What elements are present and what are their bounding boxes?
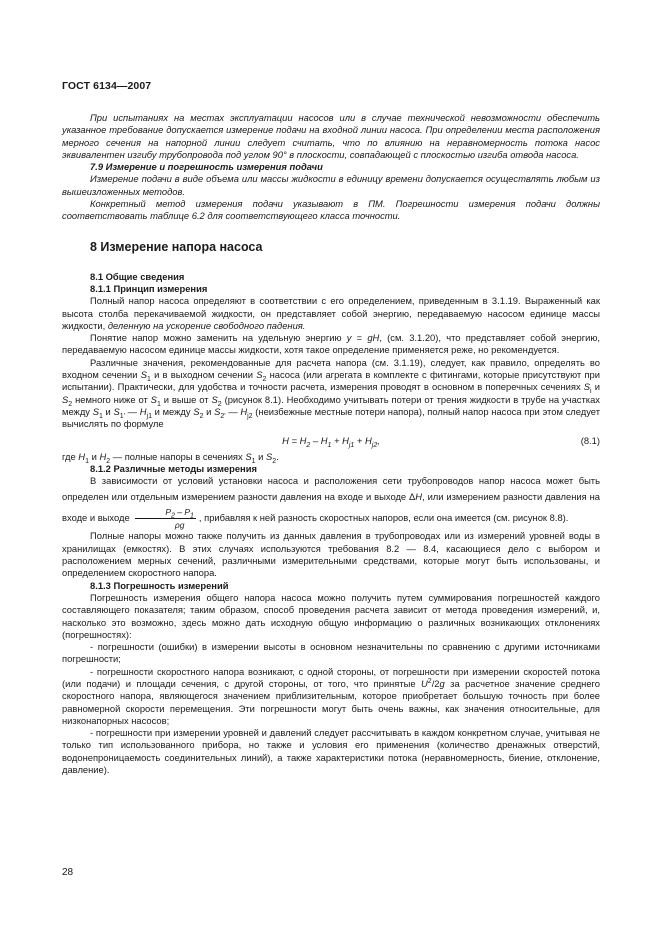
formula-number: (8.1) xyxy=(580,434,600,446)
heading-8-1-3: 8.1.3 Погрешность измерений xyxy=(90,579,229,591)
paragraph-method-accuracy: Конкретный метод измерения подачи указывают в ПМ. Погрешности измерения подачи должны соответствовать таблице 6.2 для соответствующего класса точности. xyxy=(62,198,600,222)
document-body xyxy=(62,112,600,776)
heading-8-1-1: 8.1.1 Принцип измерения xyxy=(90,282,208,294)
formula-8-1 xyxy=(62,431,600,451)
list-item-level-pressure-error: - погрешности при измерении уровней и давлений следует рассчитывать в каждом конкретном случае, учитывая не только тип использованного прибора, но также и условия его применения (количество дренажных отверстий, водонепроницаемость соединительных линий), а также характеристики потока (неравномерность, биение, отклонение, давление). xyxy=(62,727,600,776)
formula-expression: $H = H_2 - H_1 + H_{j1} + H_{j2}$, xyxy=(282,434,380,449)
paragraph-measurement-location: При испытаниях на местах эксплуатации насосов или в случае технической невозможности обеспечить указанное требование допускается измерение подачи на входной линии насоса. При определении места расположения мерного сечения на напорной линии следует считать, что по влиянию на неравномерность потока насос эквивалентен изгибу трубопровода под углом 90° в плоскости, совпадающей с плоскостью изгиба отвода насоса. xyxy=(62,112,600,160)
paragraph-flow-measurement: Измерение подачи в виде объема или массы жидкости в единицу времени допускается осуществлять любым из вышеизложенных методов. xyxy=(62,173,600,197)
paragraph-principle: Полный напор насоса определяют в соответствии с его определением, приведенным в 3.1.19. Выраженный как высота столба перекачиваемой жидкости, он представляет собой энергию, передаваемую насосом единице массы жидкости, деленную на ускорение свободного падения. xyxy=(62,295,600,331)
page-number: 28 xyxy=(62,867,74,878)
list-item-velocity-error: - погрешности скоростного напора возникают, с одной стороны, от погрешности при измерении скоростей потока (или подачи) и площади сечения, с другой стороны, от того, что принятые $U^2/2g$ за расчетное значение среднего скоростного напора, являющегося значением приблизительным, которое приобретает большую точность при более равномерной скорости перемещения. Эти погрешности могут быть очень важны, как значения относительные, для низконапорных насосов; xyxy=(62,665,600,726)
list-item-height-error: - погрешности (ошибки) в измерении высоты в основном незначительны по сравнению с другими источниками погрешности; xyxy=(62,641,600,665)
fraction-pressure-difference: $\frac{P_2 - P_1}{\rho g}$ xyxy=(135,507,196,530)
paragraph-sections: Различные значения, рекомендованные для расчета напора (см. 3.1.19), следует, как правило, определять во входном сечении $S_1$ и в выходном сечении $S_2$ насоса (или агрегата в комплекте с фитингами, которые присутствуют при испытании). Практически, для удобства и точности расчета, измерения проводят в основном в поперечных сечениях $S_i$ и $S_2$ немного ниже от $S_1$ и выше от $S_2$ (рисунок 8.1). Необходимо учитывать потери от трения жидкости в трубе на участках между $S_1$ и $S_{1'}$ — $H_{j1}$ и между $S_2$ и $S_{2'}$ — $H_{j2}$ (неизбежные местные потери напора), полный напор насоса при этом следует вычислять по формуле xyxy=(62,356,601,430)
document-header: ГОСТ 6134—2007 xyxy=(62,80,152,92)
heading-8-1-2: 8.1.2 Различные методы измерения xyxy=(90,462,257,474)
paragraph-methods: В зависимости от условий установки насоса и расположения сети трубопроводов напор насоса может быть определен или отдельным измерением разности давления на входе и выходе ΔH, или измерением разности давления на входе и выходе $\frac{P_2 - P_1}{\rho g}$ , прибавляя к ней разность скоростных напоров, если она имеется (см. рисунок 8.8). xyxy=(62,475,600,531)
paragraph-error-summation: Погрешность измерения общего напора насоса можно получить путем суммирования погрешностей каждого составляющего показателя; таким образом, способ проведения расчета зависит от метода проведения измерений, и, насколько это возможно, здесь можно дать исходную общую информацию о различных возникающих отклонениях (погрешностях): xyxy=(62,591,600,640)
section-heading-8: 8 Измерение напора насоса xyxy=(90,239,263,254)
paragraph-total-heads: Полные напоры можно также получить из данных давления в трубопроводах или из измерений уровней воды в хранилищах (емкостях). В этих случаях используются требования 8.2 — 8.4, касающиеся дело с выбором и расположением мерных сечений, различными измерительными средствами, которые могут быть использованы, и определением скоростного напора. xyxy=(62,530,600,579)
paragraph-where: где $H_1$ и $H_2$ — полные напоры в сечениях $S_1$ и $S_2$. xyxy=(62,450,279,465)
heading-7-9: 7.9 Измерение и погрешность измерения подачи xyxy=(90,161,323,173)
heading-8-1: 8.1 Общие сведения xyxy=(90,270,185,282)
paragraph-specific-energy: Понятие напор можно заменить на удельную энергию y = gH, (см. 3.1.20), что представляет собой энергию, передаваемую насосом единице массы жидкости, хотя такое определение применяется реже, но рекомендуется. xyxy=(62,332,600,356)
